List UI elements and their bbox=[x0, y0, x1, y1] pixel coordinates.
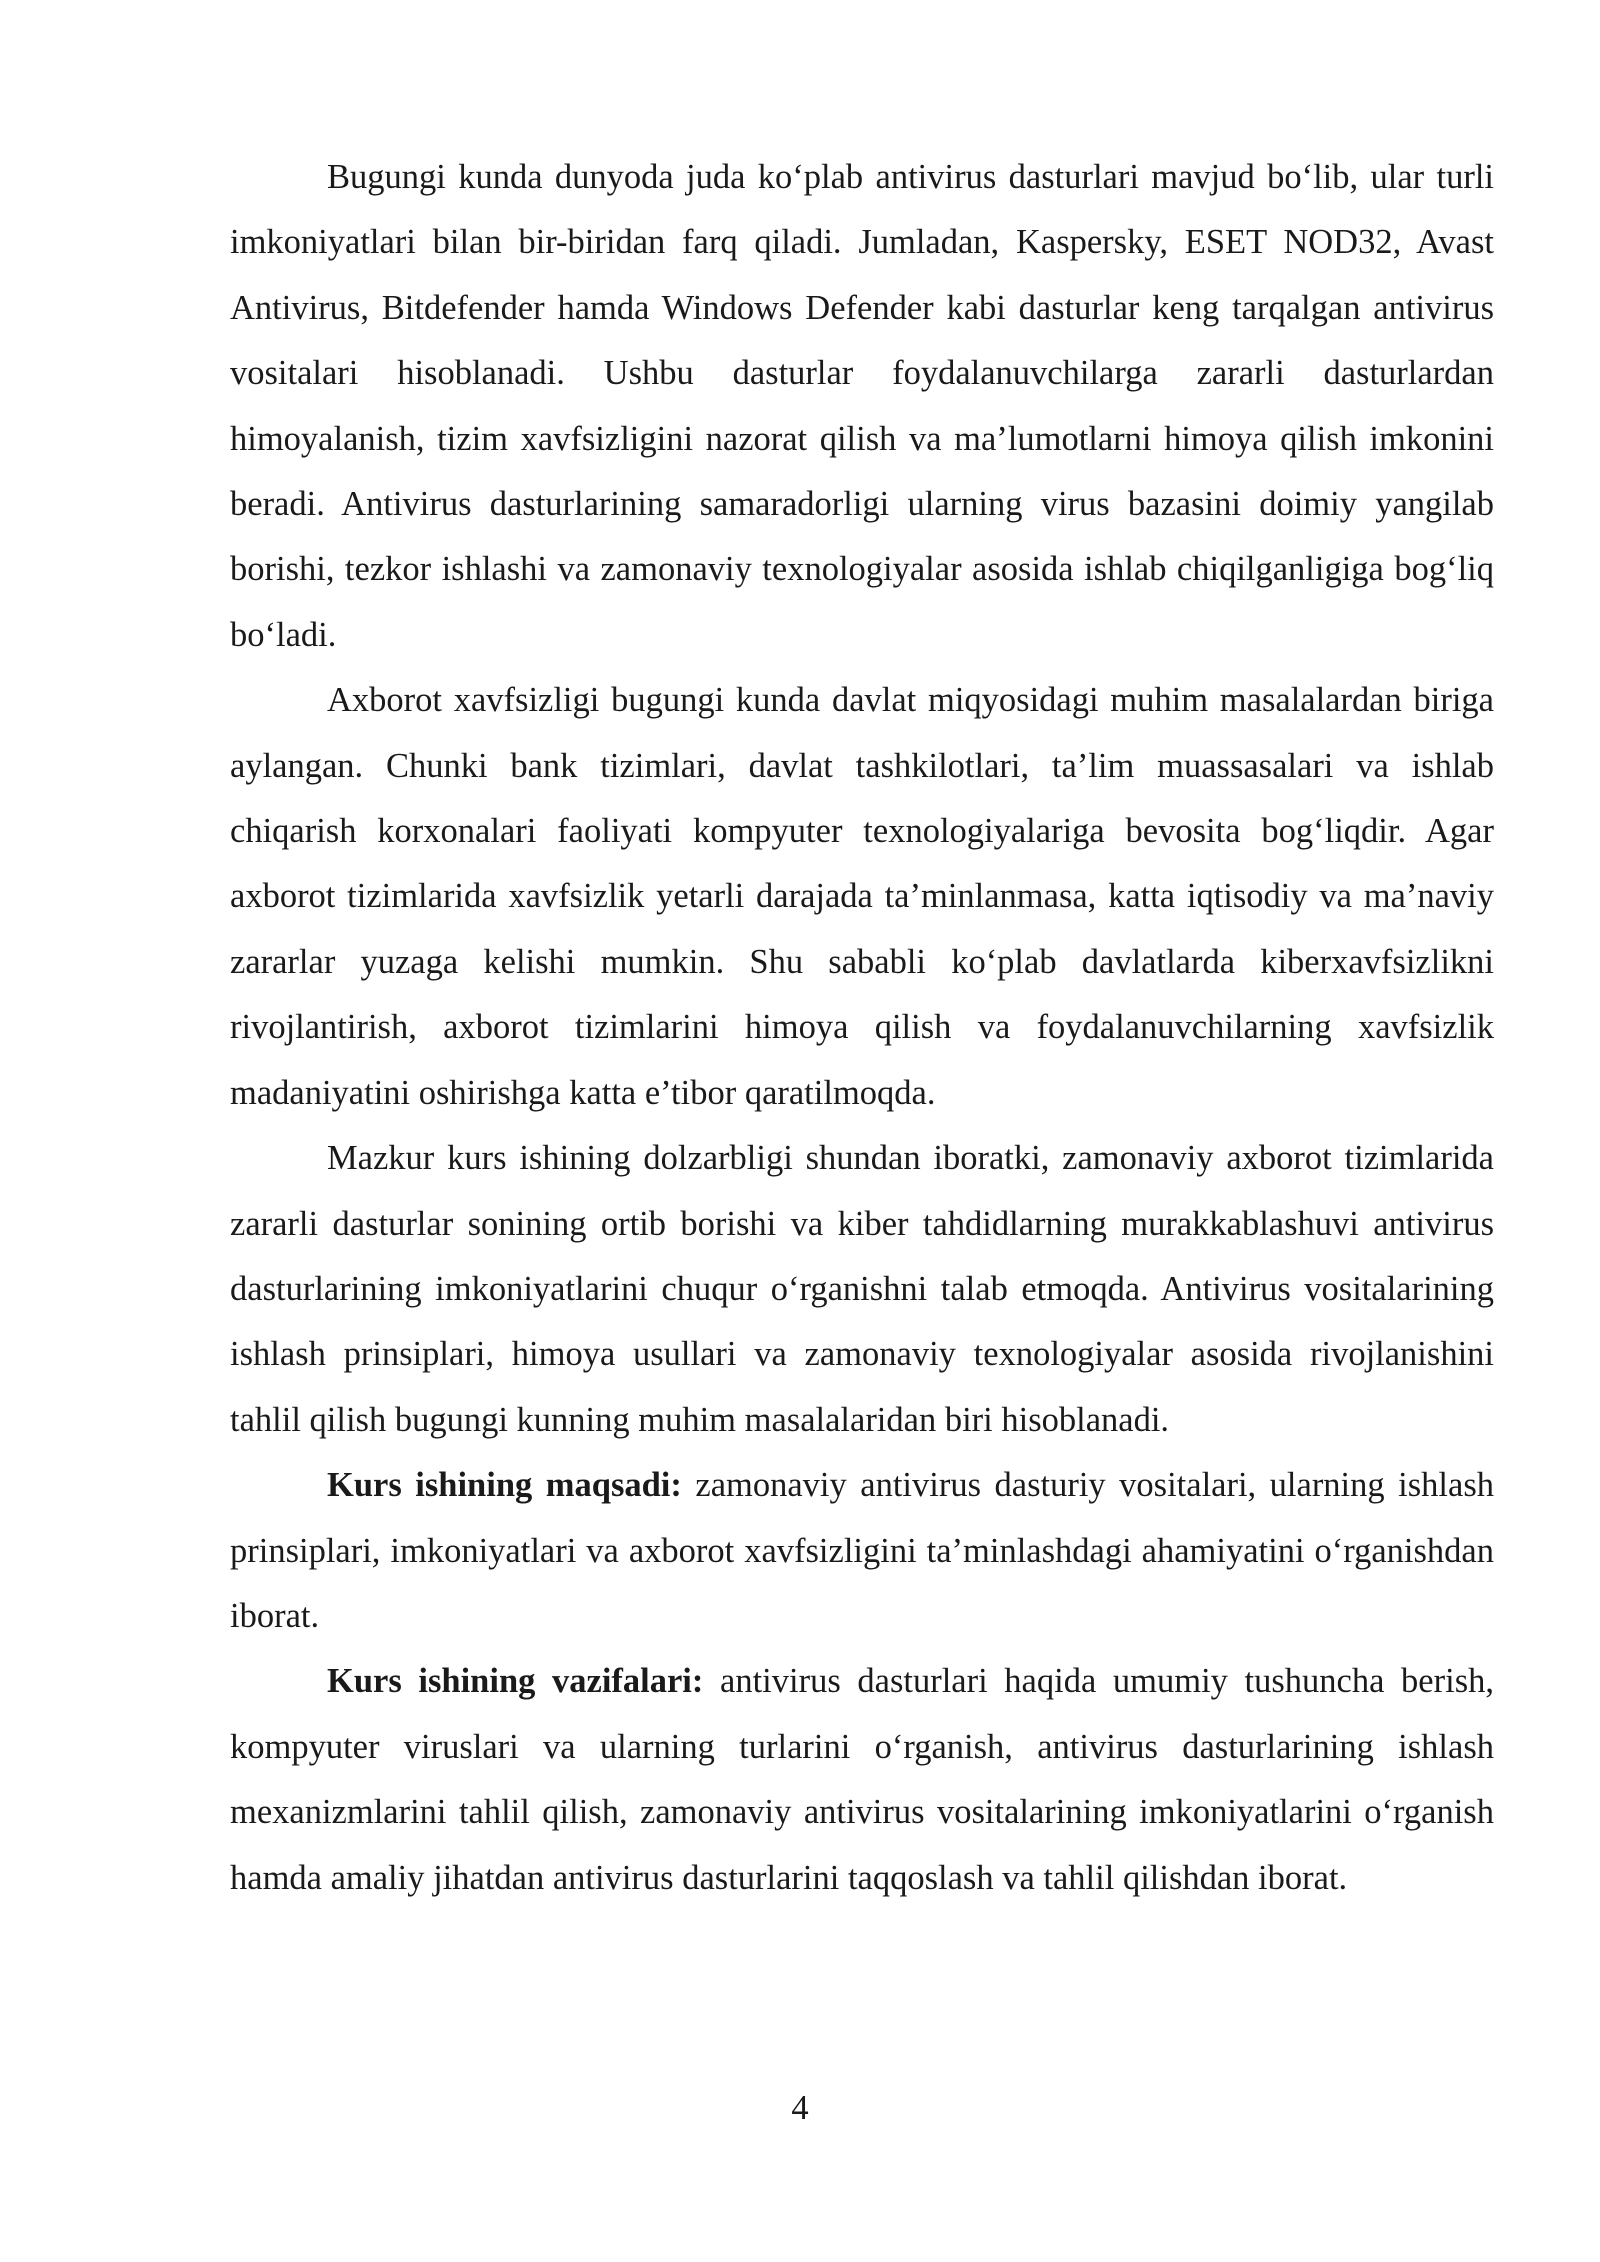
paragraph-text: Mazkur kurs ishining dolzarbligi shundan iboratki, zamonaviy axborot tizimlarida zararli dasturlar sonining ortib borishi va kiber tahdidlarning murakkablashuvi antivirus dasturlarining imkoniyatlarini chuqur oʻrganishni talab etmoqda. Antivirus vositalarining ishlash prinsiplari, himoya usullari va zamonaviy texnologiyalar asosida rivojlanishini tahlil qilish bugungi kunning muhim masalalaridan biri hisoblanadi. bbox=[230, 1139, 1494, 1439]
body-text bbox=[230, 145, 1494, 1911]
paragraph-text: zamonaviy antivirus dasturiy vositalari, ularning ishlash prinsiplari, imkoniyatlari va axborot xavfsizligini ta’minlashdagi ahamiyatini oʻrganishdan iborat. bbox=[230, 1466, 1494, 1635]
goal-heading: Kurs ishining maqsadi: bbox=[327, 1466, 682, 1505]
page-number: 4 bbox=[791, 2089, 809, 2127]
paragraph-antivirus-overview bbox=[230, 145, 1494, 668]
paragraph-text: Axborot xavfsizligi bugungi kunda davlat miqyosidagi muhim masalalardan biriga aylangan. Chunki bank tizimlari, davlat tashkilotlari, ta’lim muassasalari va ishlab chiqarish korxonalari faoliyati kompyuter texnologiyalariga bevosita bogʻliqdir. Agar axborot tizimlarida xavfsizlik yetarli darajada ta’minlanmasa, katta iqtisodiy va ma’naviy zararlar yuzaga kelishi mumkin. Shu sababli koʻplab davlatlarda kiberxavfsizlikni rivojlantirish, axborot tizimlarini himoya qilish va foydalanuvchilarning xavfsizlik madaniyatini oshirishga katta e’tibor qaratilmoqda. bbox=[230, 681, 1494, 1112]
tasks-heading: Kurs ishining vazifalari: bbox=[327, 1662, 704, 1701]
paragraph-text: antivirus dasturlari haqida umumiy tushuncha berish, kompyuter viruslari va ularning turlarini oʻrganish, antivirus dasturlarining ishlash mexanizmlarini tahlil qilish, zamonaviy antivirus vositalarining imkoniyatlarini oʻrganish hamda amaliy jihatdan antivirus dasturlarini taqqoslash va tahlil qilishdan iborat. bbox=[230, 1662, 1494, 1897]
paragraph-information-security bbox=[230, 668, 1494, 1126]
paragraph-tasks bbox=[230, 1649, 1494, 1911]
paragraph-goal bbox=[230, 1453, 1494, 1649]
paragraph-text: Bugungi kunda dunyoda juda koʻplab antivirus dasturlari mavjud boʻlib, ular turli imkoniyatlari bilan bir-biridan farq qiladi. Jumladan, Kaspersky, ESET NOD32, Avast Antivirus, Bitdefender hamda Windows Defender kabi dasturlar keng tarqalgan antivirus vositalari hisoblanadi. Ushbu dasturlar foydalanuvchilarga zararli dasturlardan himoyalanish, tizim xavfsizligini nazorat qilish va ma’lumotlarni himoya qilish imkonini beradi. Antivirus dasturlarining samaradorligi ularning virus bazasini doimiy yangilab borishi, tezkor ishlashi va zamonaviy texnologiyalar asosida ishlab chiqilganligiga bogʻliq boʻladi. bbox=[230, 158, 1494, 654]
paragraph-relevance bbox=[230, 1126, 1494, 1453]
